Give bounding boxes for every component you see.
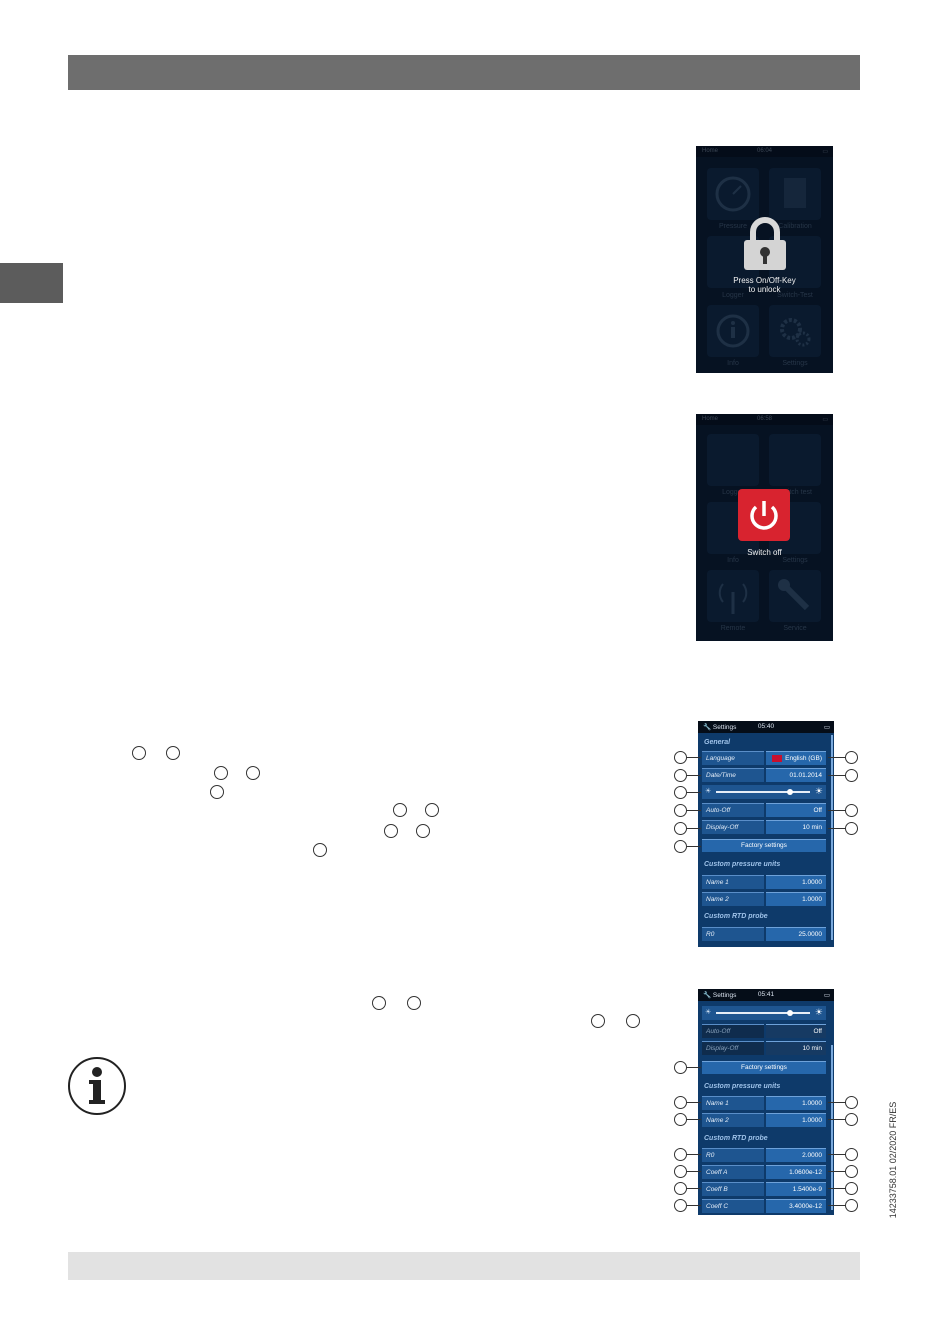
callout-leader: [828, 1102, 846, 1103]
callout-leader: [687, 1102, 701, 1103]
power-icon: [738, 489, 790, 541]
setting-label: Name 1: [702, 875, 764, 889]
callout-leader: [687, 828, 701, 829]
callout-leader: [828, 1119, 846, 1120]
text-marker: [407, 996, 421, 1010]
section-custom-units: Custom pressure units: [704, 861, 781, 868]
setting-value[interactable]: 1.0000: [766, 875, 826, 889]
setting-value[interactable]: 1.5400e-9: [766, 1182, 826, 1196]
callout-leader: [687, 775, 701, 776]
setting-label: Name 2: [702, 1113, 764, 1127]
callout-leader: [828, 810, 846, 811]
setting-coeff-a[interactable]: [702, 1165, 826, 1179]
callout-leader: [828, 775, 846, 776]
uk-flag-icon: [772, 755, 782, 762]
chapter-side-tab: [0, 263, 63, 303]
section-custom-units: Custom pressure units: [704, 1083, 781, 1090]
text-marker: [246, 766, 260, 780]
callout-leader: [828, 828, 846, 829]
text-marker: [393, 803, 407, 817]
setting-auto-off[interactable]: [702, 1024, 826, 1038]
text-marker: [166, 746, 180, 760]
setting-label: R0: [702, 927, 764, 941]
setting-value[interactable]: 1.0000: [766, 1113, 826, 1127]
switch-off-label: Switch off: [747, 548, 782, 557]
callout-marker: [845, 1182, 858, 1195]
callout-marker: [674, 840, 687, 853]
slider-knob[interactable]: [787, 1010, 793, 1016]
scrollbar[interactable]: [831, 1045, 833, 1210]
callout-marker: [845, 1165, 858, 1178]
callout-marker: [674, 1061, 687, 1074]
callout-marker: [845, 822, 858, 835]
info-icon: [67, 1056, 127, 1116]
callout-marker: [674, 751, 687, 764]
text-marker: [591, 1014, 605, 1028]
setting-display-off[interactable]: [702, 1041, 826, 1055]
settings-header: [698, 989, 834, 1001]
section-rtd: Custom RTD probe: [704, 913, 768, 920]
text-marker: [425, 803, 439, 817]
callout-marker: [674, 822, 687, 835]
setting-value[interactable]: 10 min: [766, 1041, 826, 1055]
setting-label: Name 1: [702, 1096, 764, 1110]
setting-label: Display-Off: [702, 1041, 764, 1055]
section-general: General: [704, 739, 731, 746]
callout-leader: [687, 1188, 701, 1189]
callout-leader: [687, 757, 701, 758]
factory-settings-button[interactable]: Factory settings: [702, 839, 826, 852]
callout-marker: [845, 751, 858, 764]
callout-leader: [828, 757, 846, 758]
callout-marker: [674, 1165, 687, 1178]
setting-label: Date/Time: [702, 768, 764, 782]
settings-title: 🔧 Settings: [703, 992, 737, 999]
callout-marker: [674, 1113, 687, 1126]
setting-label: Coeff A: [702, 1165, 764, 1179]
callout-leader: [687, 1205, 701, 1206]
page-header-bar: [68, 55, 860, 90]
setting-value[interactable]: Off: [766, 803, 826, 817]
callout-leader: [687, 1171, 701, 1172]
slider-track: [716, 1012, 810, 1014]
setting-value[interactable]: 10 min: [766, 820, 826, 834]
setting-value[interactable]: 01.01.2014: [766, 768, 826, 782]
setting-value[interactable]: 3.4000e-12: [766, 1199, 826, 1213]
callout-leader: [687, 1154, 701, 1155]
setting-r0[interactable]: [702, 927, 826, 941]
setting-label: R0: [702, 1148, 764, 1162]
document-code: 14233758.01 02/2020 FR/ES: [888, 1101, 898, 1219]
setting-value[interactable]: 25.0000: [766, 927, 826, 941]
settings-header: [698, 721, 834, 733]
callout-leader: [687, 792, 701, 793]
callout-marker: [674, 786, 687, 799]
brightness-high-icon: ☀: [814, 1007, 823, 1017]
setting-label: Name 2: [702, 892, 764, 906]
text-marker: [626, 1014, 640, 1028]
page-footer-bar: [68, 1252, 860, 1280]
device-screen-locked: [696, 146, 833, 373]
callout-marker: [845, 1148, 858, 1161]
callout-marker: [674, 1096, 687, 1109]
unlock-hint-2: to unlock: [748, 285, 781, 294]
settings-title: 🔧 Settings: [703, 724, 737, 731]
setting-label: Coeff C: [702, 1199, 764, 1213]
setting-value[interactable]: 2.0000: [766, 1148, 826, 1162]
callout-marker: [845, 769, 858, 782]
brightness-low-icon: ☀: [705, 1009, 712, 1016]
callout-marker: [845, 804, 858, 817]
setting-value[interactable]: 1.0600e-12: [766, 1165, 826, 1179]
battery-icon: ▭: [823, 724, 830, 731]
text-marker: [372, 996, 386, 1010]
setting-coeff-b[interactable]: [702, 1182, 826, 1196]
power-off-button[interactable]: [738, 489, 790, 541]
setting-label: Display-Off: [702, 820, 764, 834]
device-screen-settings-scrolled: [698, 989, 834, 1215]
slider-knob[interactable]: [787, 789, 793, 795]
text-marker: [313, 843, 327, 857]
text-marker: [210, 785, 224, 799]
setting-name1[interactable]: [702, 1096, 826, 1110]
factory-settings-button[interactable]: Factory settings: [702, 1061, 826, 1074]
brightness-high-icon: ☀: [814, 786, 823, 796]
callout-leader: [687, 1067, 701, 1068]
callout-leader: [687, 846, 701, 847]
callout-marker: [845, 1113, 858, 1126]
callout-leader: [828, 1154, 846, 1155]
callout-leader: [828, 1171, 846, 1172]
setting-coeff-c[interactable]: [702, 1199, 826, 1213]
setting-label: Auto-Off: [702, 1024, 764, 1038]
brightness-slider[interactable]: [702, 785, 826, 799]
setting-name2[interactable]: [702, 892, 826, 906]
text-marker: [214, 766, 228, 780]
setting-label: Language: [702, 751, 764, 765]
setting-name2[interactable]: [702, 1113, 826, 1127]
text-marker: [132, 746, 146, 760]
device-screen-settings: [698, 721, 834, 947]
lock-icon: [740, 216, 790, 272]
status-time: 05:41: [757, 991, 775, 998]
setting-auto-off[interactable]: [702, 803, 826, 817]
setting-label: Coeff B: [702, 1182, 764, 1196]
text-marker: [416, 824, 430, 838]
callout-leader: [687, 810, 701, 811]
setting-r0[interactable]: [702, 1148, 826, 1162]
callout-marker: [845, 1199, 858, 1212]
callout-leader: [828, 1188, 846, 1189]
setting-value[interactable]: Off: [766, 1024, 826, 1038]
setting-value[interactable]: 1.0000: [766, 892, 826, 906]
unlock-hint: Press On/Off-Key: [733, 276, 796, 285]
callout-marker: [674, 1148, 687, 1161]
section-rtd: Custom RTD probe: [704, 1135, 768, 1142]
callout-marker: [674, 1199, 687, 1212]
setting-value[interactable]: English (GB): [766, 751, 826, 765]
callout-leader: [828, 1205, 846, 1206]
battery-icon: ▭: [823, 992, 830, 999]
callout-marker: [674, 804, 687, 817]
device-screen-switch-off: [696, 414, 833, 641]
callout-marker: [845, 1096, 858, 1109]
setting-label: Auto-Off: [702, 803, 764, 817]
setting-value[interactable]: 1.0000: [766, 1096, 826, 1110]
brightness-slider[interactable]: [702, 1006, 826, 1020]
text-marker: [384, 824, 398, 838]
brightness-low-icon: ☀: [705, 788, 712, 795]
callout-marker: [674, 1182, 687, 1195]
setting-language[interactable]: [702, 751, 826, 765]
callout-leader: [687, 1119, 701, 1120]
status-time: 05:40: [757, 723, 775, 730]
setting-datetime[interactable]: [702, 768, 826, 782]
slider-track: [716, 791, 810, 793]
setting-display-off[interactable]: [702, 820, 826, 834]
callout-marker: [674, 769, 687, 782]
setting-name1[interactable]: [702, 875, 826, 889]
scrollbar[interactable]: [831, 735, 833, 940]
